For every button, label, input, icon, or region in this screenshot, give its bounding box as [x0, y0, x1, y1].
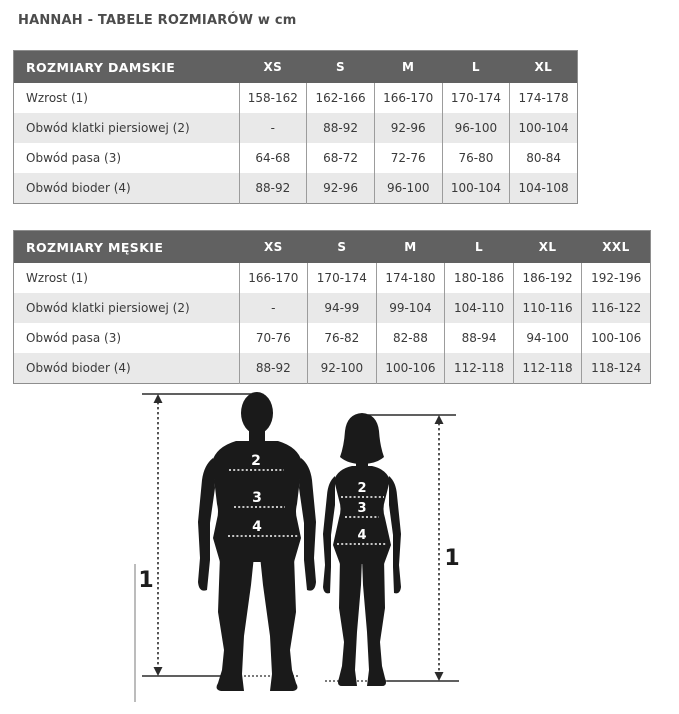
size-cell: 94-99: [308, 293, 377, 323]
size-cell: 110-116: [513, 293, 582, 323]
female-hips-label: 4: [357, 528, 367, 543]
size-cell: 112-118: [445, 353, 514, 384]
size-cell: 100-106: [376, 353, 445, 384]
size-cell: 92-96: [374, 113, 442, 143]
column-header-xs: XS: [239, 231, 308, 264]
row-label: Obwód bioder (4): [26, 181, 131, 195]
size-cell: 70-76: [239, 323, 308, 353]
size-cell: 100-106: [582, 323, 651, 353]
page-title: HANNAH - TABELE ROZMIARÓW w cm: [18, 13, 297, 28]
row-label: Obwód klatki piersiowej (2): [26, 121, 190, 135]
size-cell: 99-104: [376, 293, 445, 323]
column-header-s: S: [307, 51, 375, 84]
table-row: [14, 323, 651, 353]
size-cell: 116-122: [582, 293, 651, 323]
table-row: [14, 353, 651, 384]
table-title: ROZMIARY MĘSKIE: [14, 231, 240, 264]
column-header-xs: XS: [239, 51, 307, 84]
size-cell: 170-174: [442, 83, 510, 113]
column-header-s: S: [308, 231, 377, 264]
row-label: Wzrost (1): [26, 271, 88, 285]
size-cell: 104-108: [510, 173, 578, 204]
table-title: ROZMIARY DAMSKIE: [14, 51, 240, 84]
column-header-xl: XL: [510, 51, 578, 84]
size-cell: 158-162: [239, 83, 307, 113]
women-sizes-table: [13, 50, 578, 204]
arrow-down-icon: [154, 667, 163, 676]
size-cell: -: [239, 113, 307, 143]
arrow-up-icon: [154, 394, 163, 403]
column-header-l: L: [445, 231, 514, 264]
male-silhouette: [198, 392, 316, 691]
table-row: [14, 173, 578, 204]
table-row: [14, 143, 578, 173]
size-cell: 92-96: [307, 173, 375, 204]
size-cell: 162-166: [307, 83, 375, 113]
size-cell: 112-118: [513, 353, 582, 384]
size-cell: -: [239, 293, 308, 323]
male-height-label: 1: [138, 568, 154, 593]
size-cell: 76-82: [308, 323, 377, 353]
column-header-m: M: [374, 51, 442, 84]
table-row: [14, 113, 578, 143]
size-cell: 88-94: [445, 323, 514, 353]
size-cell: 174-178: [510, 83, 578, 113]
row-label: Obwód bioder (4): [26, 361, 131, 375]
size-cell: 88-92: [239, 173, 307, 204]
size-cell: 88-92: [307, 113, 375, 143]
size-cell: 180-186: [445, 263, 514, 293]
size-cell: 96-100: [442, 113, 510, 143]
female-chest-label: 2: [357, 481, 367, 496]
table-row: [14, 263, 651, 293]
size-cell: 174-180: [376, 263, 445, 293]
size-cell: 100-104: [442, 173, 510, 204]
men-sizes-table: [13, 230, 651, 384]
size-cell: 118-124: [582, 353, 651, 384]
female-height-label: 1: [444, 546, 460, 571]
size-cell: 72-76: [374, 143, 442, 173]
size-cell: 186-192: [513, 263, 582, 293]
size-cell: 68-72: [307, 143, 375, 173]
table-row: [14, 83, 578, 113]
measurement-diagram: [0, 384, 679, 714]
female-silhouette: [323, 413, 401, 686]
row-label: Obwód pasa (3): [26, 331, 122, 345]
male-waist-label: 3: [252, 490, 262, 506]
size-cell: 100-104: [510, 113, 578, 143]
row-label: Wzrost (1): [26, 91, 88, 105]
size-cell: 166-170: [239, 263, 308, 293]
size-cell: 94-100: [513, 323, 582, 353]
column-header-m: M: [376, 231, 445, 264]
size-cell: 82-88: [376, 323, 445, 353]
size-cell: 92-100: [308, 353, 377, 384]
column-header-xxl: XXL: [582, 231, 651, 264]
size-cell: 166-170: [374, 83, 442, 113]
size-cell: 96-100: [374, 173, 442, 204]
arrow-up-icon: [435, 415, 444, 424]
female-waist-label: 3: [357, 501, 367, 516]
column-header-l: L: [442, 51, 510, 84]
size-cell: 88-92: [239, 353, 308, 384]
arrow-down-icon: [435, 672, 444, 681]
size-cell: 192-196: [582, 263, 651, 293]
column-header-xl: XL: [513, 231, 582, 264]
male-hips-label: 4: [252, 519, 262, 535]
row-label: Obwód pasa (3): [26, 151, 122, 165]
size-cell: 76-80: [442, 143, 510, 173]
size-cell: 80-84: [510, 143, 578, 173]
table-row: [14, 293, 651, 323]
size-cell: 170-174: [308, 263, 377, 293]
size-cell: 64-68: [239, 143, 307, 173]
size-cell: 104-110: [445, 293, 514, 323]
row-label: Obwód klatki piersiowej (2): [26, 301, 190, 315]
male-chest-label: 2: [251, 453, 261, 469]
